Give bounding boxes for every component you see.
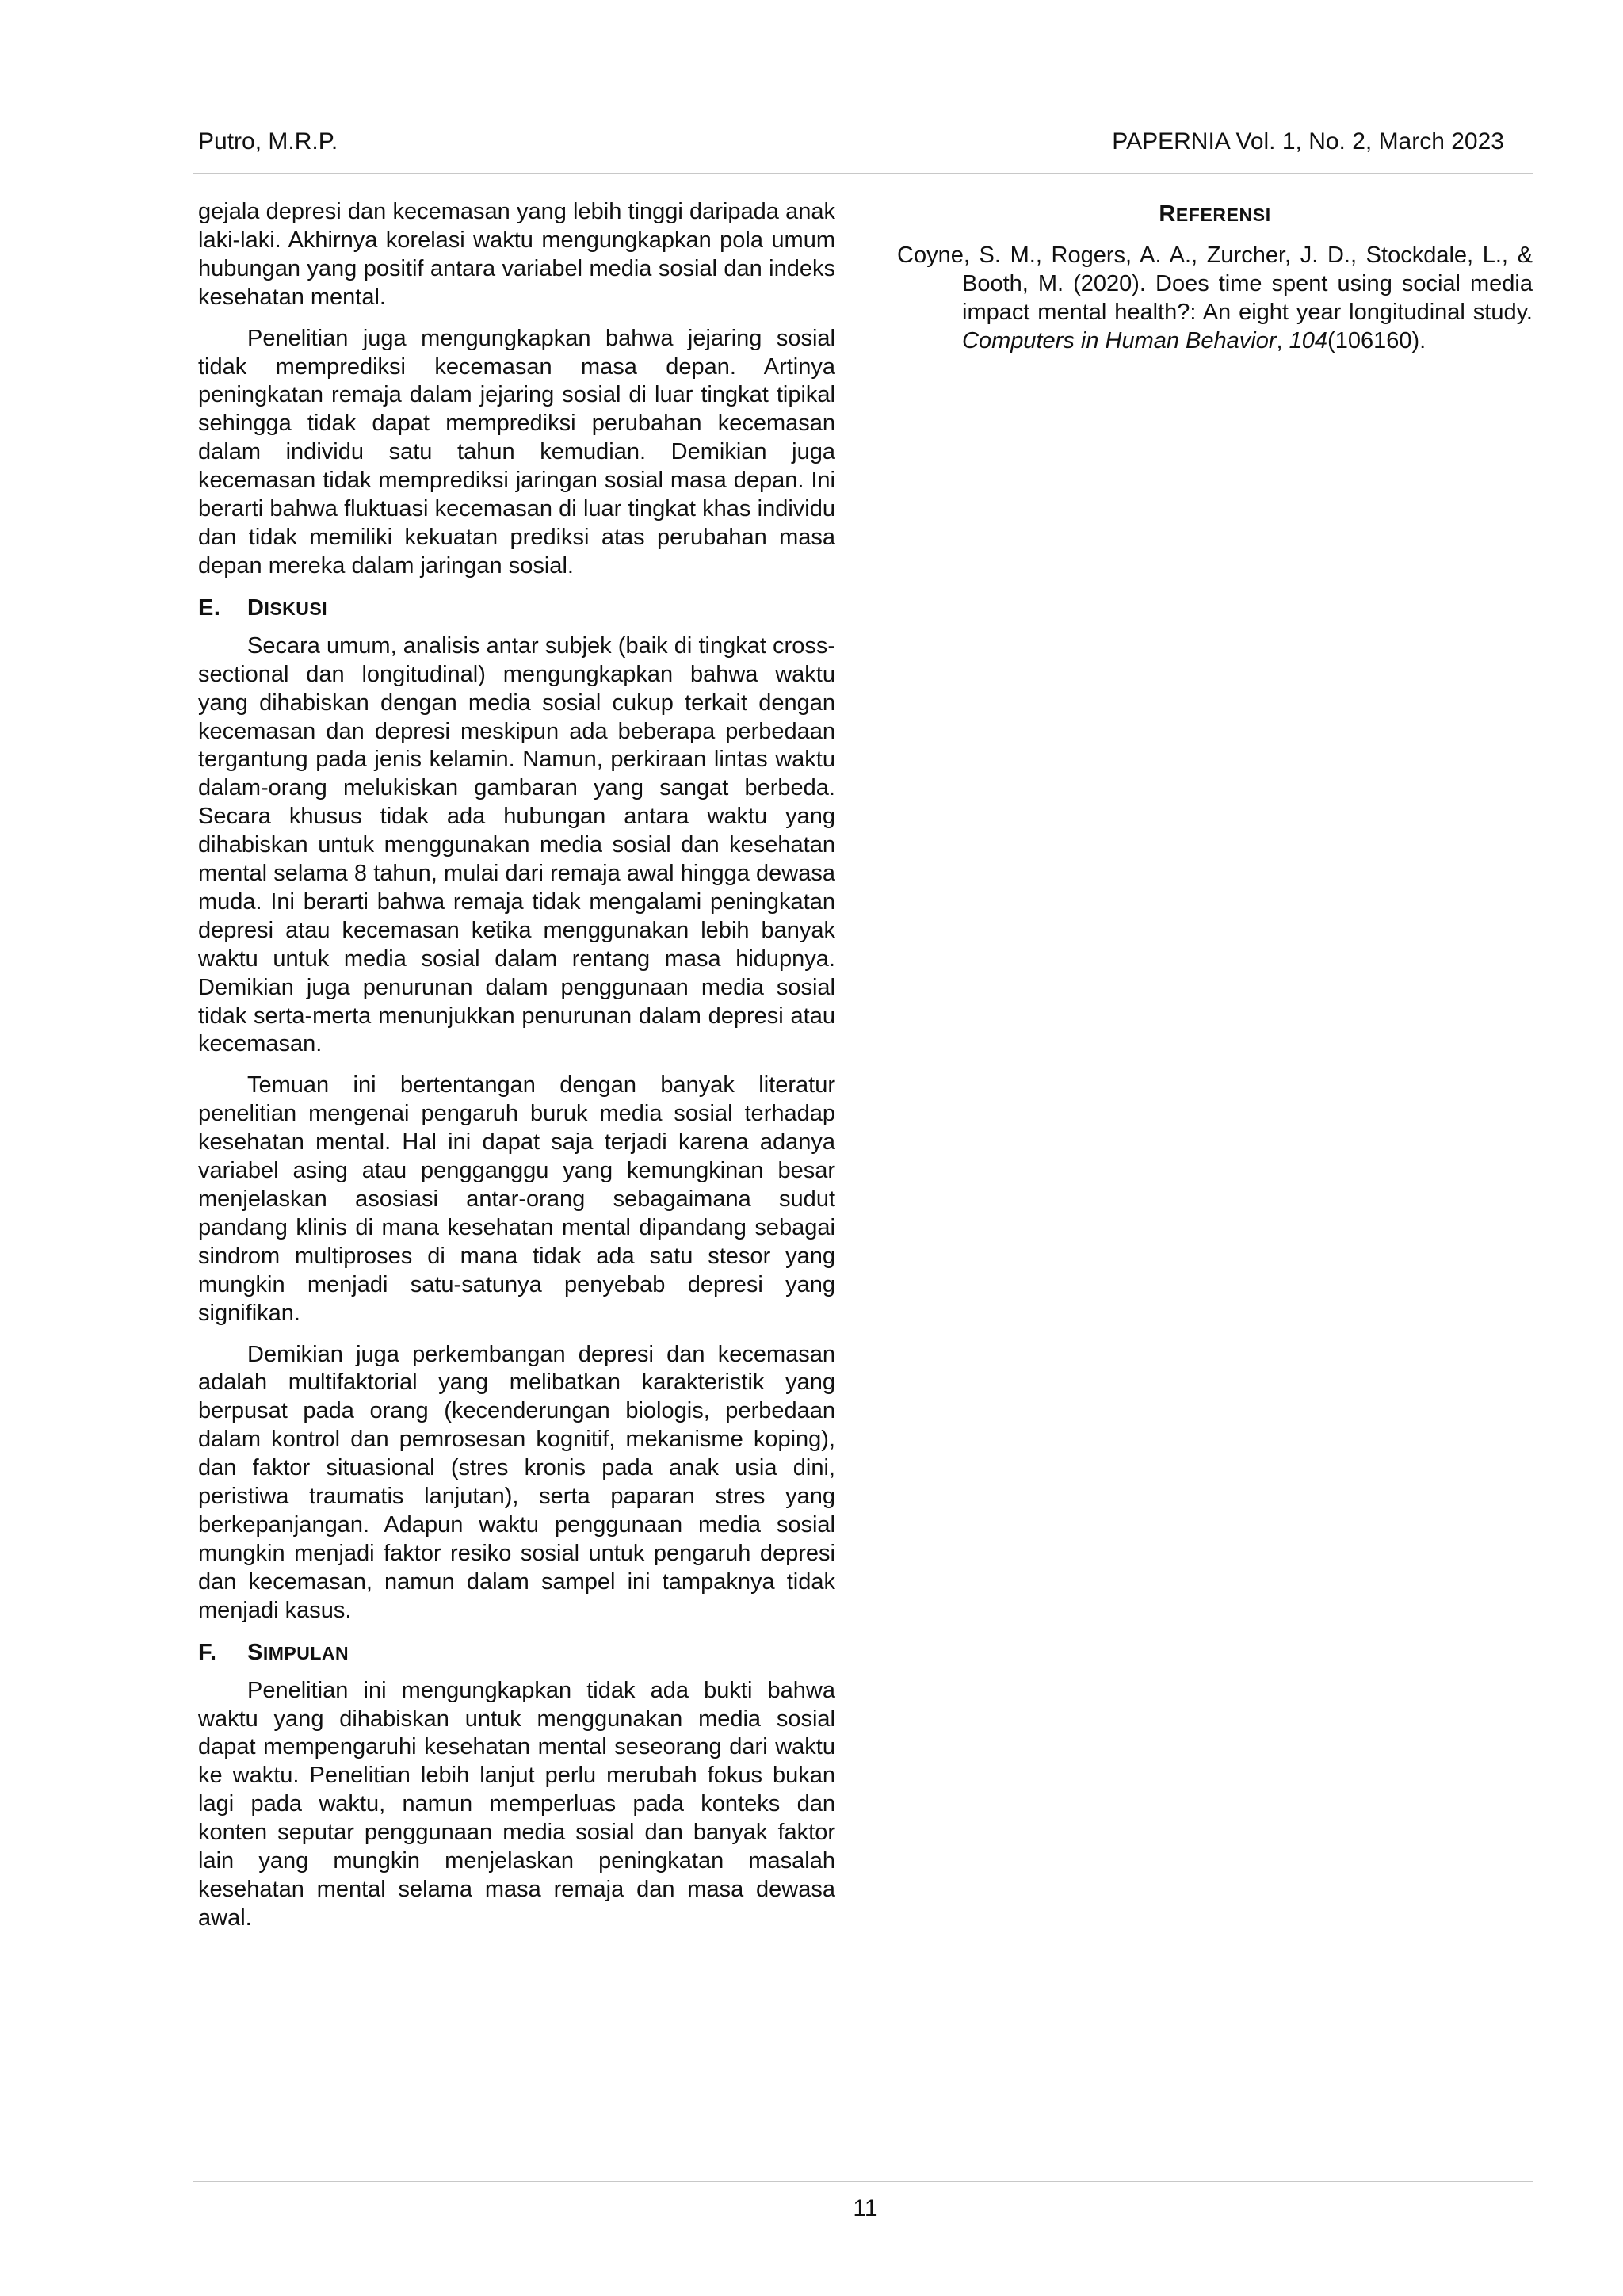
- running-header-author: Putro, M.R.P.: [198, 128, 338, 155]
- references-heading-rest: EFERENSI: [1175, 204, 1271, 225]
- paragraph-body: Penelitian ini mengungkapkan tidak ada bukti bahwa waktu yang dihabiskan untuk menggunakan media sosial dapat mempengaruhi kesehatan mental seseorang dari waktu ke waktu. Penelitian lebih lanjut perlu merubah fokus bukan lagi pada waktu, namun memperluas pada konteks dan konten seputar penggunaan media sosial dan banyak faktor lain yang mungkin menjelaskan peningkatan masalah kesehatan mental selama masa remaja dan masa dewasa awal.: [198, 1677, 835, 1931]
- paragraph-body: Penelitian juga mengungkapkan bahwa jejaring sosial tidak memprediksi kecemasan masa depan. Artinya peningkatan remaja dalam jejaring sosial di luar tingkat tipikal sehingga tidak dapat memprediksi perubahan kecemasan dalam individu satu tahun kemudian. Demikian juga kecemasan tidak memprediksi jaringan sosial masa depan. Ini berarti bahwa fluktuasi kecemasan di luar tingkat khas individu dan tidak memiliki kekuatan prediksi atas perubahan masa depan mereka dalam jaringan sosial.: [198, 325, 835, 579]
- references-heading: [897, 200, 1533, 232]
- paragraph-body: Demikian juga perkembangan depresi dan kecemasan adalah multifaktorial yang melibatkan karakteristik yang berpusat pada orang (kecenderungan biologis, perbedaan dalam kontrol dan pemrosesan kognitif, mekanisme koping), dan faktor situasional (stres kronis pada anak usia dini, peristiwa traumatis lanjutan), serta paparan stres yang berkepanjangan. Adapun waktu penggunaan media sosial mungkin menjadi faktor resiko sosial untuk pengaruh depresi dan kecemasan, namun dalam sampel ini tampaknya tidak menjadi kasus.: [198, 1341, 835, 1623]
- reference-authors-title: Coyne, S. M., Rogers, A. A., Zurcher, J. D., Stockdale, L., & Booth, M. (2020). Does time spent using social media impact mental health?: An eight year longitudinal study.: [897, 243, 1533, 325]
- reference-separator: ,: [1276, 327, 1289, 353]
- paragraph-body: Temuan ini bertentangan dengan banyak literatur penelitian mengenai pengaruh buruk media sosial terhadap kesehatan mental. Hal ini dapat saja terjadi karena adanya variabel asing atau pengganggu yang kemungkinan besar menjelaskan asosiasi antar-orang sebagaimana sudut pandang klinis di mana kesehatan mental dipandang sebagai sindrom multiproses di mana tidak ada satu stesor yang mungkin menjadi satu-satunya penyebab depresi yang signifikan.: [198, 1072, 835, 1326]
- reference-journal: Computers in Human Behavior: [962, 327, 1277, 353]
- reference-volume: 104: [1289, 327, 1328, 353]
- section-heading-diskusi: [198, 594, 835, 623]
- page-number: 11: [853, 2195, 878, 2222]
- section-title-initial: D: [247, 594, 265, 621]
- paragraph-continuation: gejala depresi dan kecemasan yang lebih tinggi daripada anak laki-laki. Akhirnya korelasi waktu mengungkapkan pola umum hubungan yang positif antara variabel media sosial dan indeks kesehatan mental.: [198, 199, 835, 310]
- paragraph-body: Secara umum, analisis antar subjek (baik di tingkat cross-sectional dan longitudinal) mengungkapkan bahwa waktu yang dihabiskan dengan media sosial cukup terkait dengan kecemasan dan depresi meskipun ada beberapa perbedaan tergantung pada jenis kelamin. Namun, perkiraan lintas waktu dalam-orang melukiskan gambaran yang sangat berbeda. Secara khusus tidak ada hubungan antara waktu yang dihabiskan untuk menggunakan media sosial dan kesehatan mental selama 8 tahun, mulai dari remaja awal hingga dewasa muda. Ini berarti bahwa remaja tidak mengalami peningkatan depresi atau kecemasan ketika menggunakan lebih banyak waktu untuk media sosial dalam rentang masa hidupnya. Demikian juga penurunan dalam penggunaan media sosial tidak serta-merta menunjukkan penurunan dalam depresi atau kecemasan.: [198, 632, 835, 1057]
- footer-divider: [193, 2181, 1533, 2182]
- section-title-rest: IMPULAN: [262, 1642, 349, 1664]
- section-heading-simpulan: [198, 1638, 835, 1668]
- section-number: E.: [198, 594, 221, 621]
- section-title-initial: S: [247, 1639, 263, 1665]
- running-header-journal: PAPERNIA Vol. 1, No. 2, March 2023: [1112, 128, 1504, 155]
- right-column: [897, 200, 1533, 356]
- references-heading-initial: R: [1159, 201, 1176, 227]
- header-divider: [193, 173, 1533, 174]
- left-column: [198, 198, 835, 1946]
- reference-issue: (106160).: [1327, 327, 1426, 353]
- reference-entry: [897, 242, 1533, 356]
- section-number: F.: [198, 1639, 217, 1665]
- section-title-rest: ISKUSI: [264, 598, 328, 619]
